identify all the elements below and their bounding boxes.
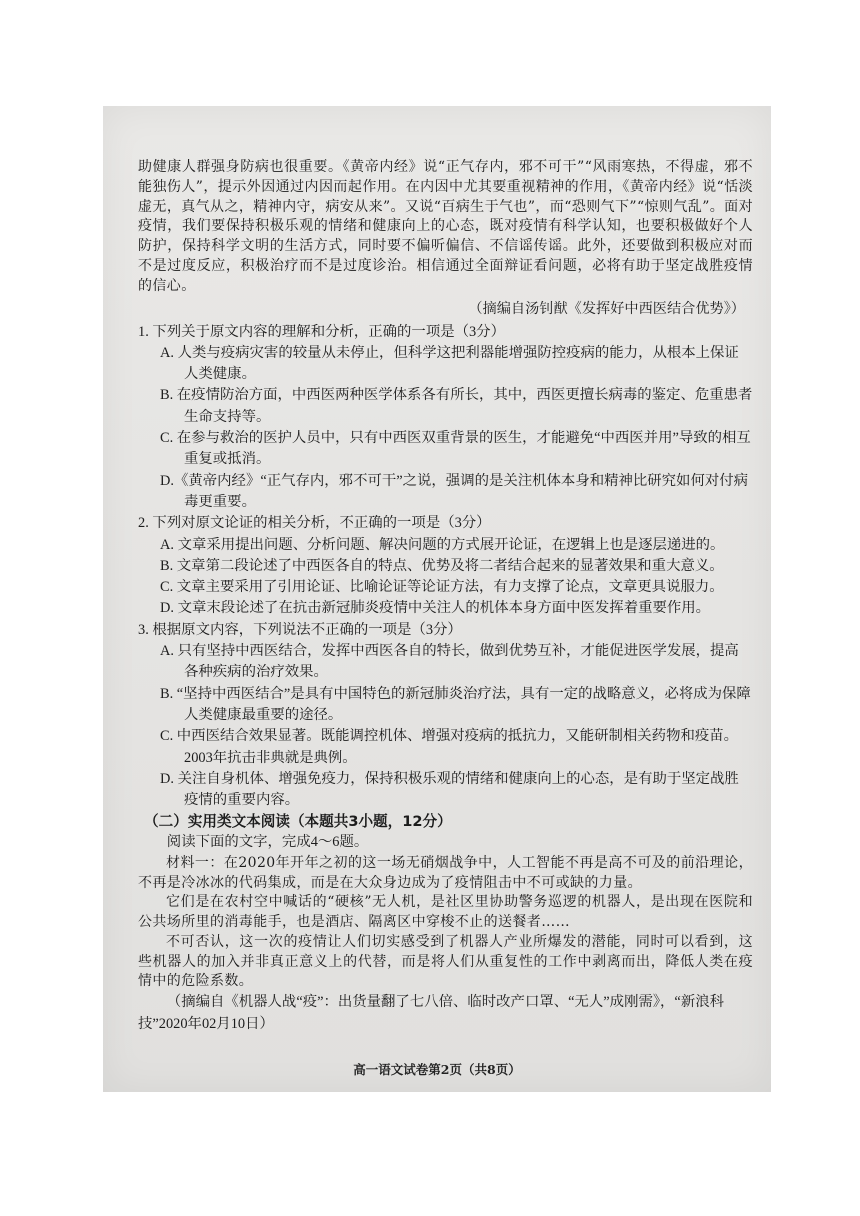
- option-d: D. 文章末段论述了在抗击新冠肺炎疫情中关注人的机体本身方面中医发挥着重要作用。: [160, 600, 711, 617]
- option-c: C. 中西医结合效果显著。既能调控机体、增强对疫病的抵抗力，又能研制相关药物和疫苗。2003年抗击非典就是典例。: [160, 728, 739, 766]
- option-b: B. 在疫情防治方面，中西医两种医学体系各有所长，其中，西医更擅长病毒的鉴定、危重患者生命支持等。: [160, 387, 753, 425]
- option-b: B. 文章第二段论述了中西医各自的特点、优势及将二者结合起来的显著效果和重大意义。: [160, 557, 724, 574]
- page-footer: 高一语文试卷第2页（共8页）: [353, 1062, 521, 1077]
- source-citation-2: （摘编自《机器人战“疫”：出货量翻了七八倍、临时改产口罩、“无人”成刚需》，“新浪科技”2020年02月10日）: [138, 994, 724, 1032]
- question-stem: 2. 下列对原文论证的相关分析，不正确的一项是（3分）: [138, 515, 491, 532]
- option-c: C. 文章主要采用了引用论证、比喻论证等论证方法，有力支撑了论点，文章更具说服力。: [160, 579, 724, 596]
- question-1: [138, 322, 753, 514]
- intro-paragraph: 助健康人群强身防病也很重要。《黄帝内经》说“正气存内，邪不可干”“风雨寒热，不得虚，邪不能独伤人”，提示外因通过内因而起作用。在内因中尤其要重视精神的作用，《黄帝内经》说“恬淡虚无，真气从之，精神内守，病安从来”。又说“百病生于气也”，而“恐则气下”“惊则气乱”。面对疫情，我们要保持积极乐观的情绪和健康向上的心态，既对疫情有科学认知，也要积极做好个人防护，保持科学文明的生活方式，同时要不偏听偏信、不信谣传谣。此外，还要做到积极应对而不是过度反应，积极治疗而不是过度诊治。相信通过全面辩证看问题，必将有助于坚定战胜疫情的信心。: [138, 159, 753, 294]
- option-d: D. 关注自身机体、增强免疫力，保持积极乐观的情绪和健康向上的心态，是有助于坚定战胜疫情的重要内容。: [160, 770, 739, 809]
- option-b: B. “坚持中西医结合”是具有中国特色的新冠肺炎治疗法，具有一定的战略意义，必将成为保障人类健康最重要的途径。: [160, 685, 751, 723]
- option-c: C. 在参与救治的医护人员中，只有中西医双重背景的医生，才能避免“中西医并用”导致的相互重复或抵消。: [160, 430, 751, 468]
- page-content: [138, 158, 753, 1035]
- option-a: A. 只有坚持中西医结合，发挥中西医各自的特长，做到优势互补，才能促进医学发展，提高各种疾病的治疗效果。: [160, 643, 739, 681]
- option-a: A. 人类与疫病灾害的较量从未停止，但科学这把利器能增强防控疫病的能力，从根本上保证人类健康。: [160, 344, 739, 383]
- material-paragraph: 它们是在农村空中喊话的“硬核”无人机，是社区里协助警务巡逻的机器人，是出现在医院和公共场所里的消毒能手，也是酒店、隔离区中穿梭不止的送餐者……: [138, 894, 753, 931]
- source-citation-1: （摘编自汤钊猷《发挥好中西医结合优势》）: [468, 300, 745, 317]
- question-2: [138, 513, 753, 619]
- material-paragraph: 不可否认，这一次的疫情让人们切实感受到了机器人产业所爆发的潜能，同时可以看到，这些机器人的加入并非真正意义上的代替，而是将人们从重复性的工作中剥离而出，降低人类在疫情中的危险系数。: [138, 933, 753, 990]
- exam-page: [103, 106, 771, 1092]
- option-d: D.《黄帝内经》“正气存内，邪不可干”之说，强调的是关注机体本身和精神比研究如何对付病毒更重要。: [160, 472, 749, 510]
- reading-instruction: 阅读下面的文字，完成4～6题。: [166, 834, 369, 851]
- question-stem: 3. 根据原文内容，下列说法不正确的一项是（3分）: [138, 621, 462, 638]
- material-paragraph: 材料一：在2020年开年之初的这一场无硝烟战争中，人工智能不再是高不可及的前沿理论，不再是冷冰冰的代码集成，而是在大众身边成为了疫情阻击中不可或缺的力量。: [138, 854, 753, 891]
- question-stem: 1. 下列关于原文内容的理解和分析，正确的一项是（3分）: [138, 323, 505, 340]
- option-a: A. 文章采用提出问题、分析问题、解决问题的方式展开论证，在逻辑上也是逐层递进的。: [160, 536, 725, 553]
- section-title: （二）实用类文本阅读（本题共3小题，12分）: [144, 813, 452, 831]
- question-3: [138, 620, 753, 812]
